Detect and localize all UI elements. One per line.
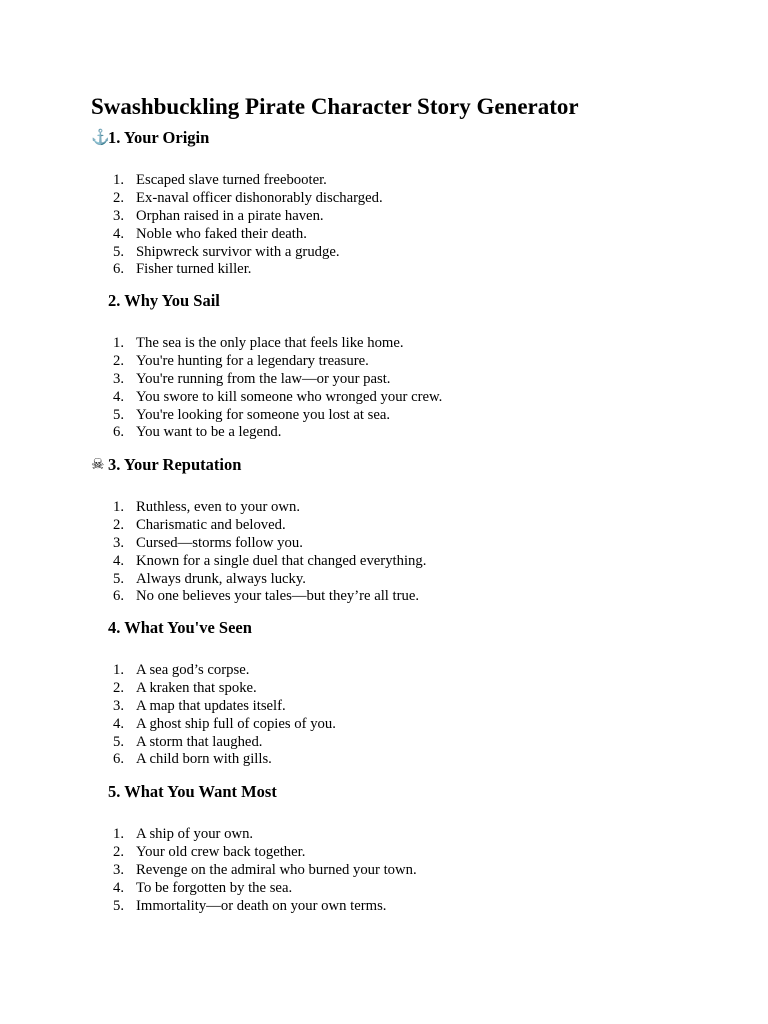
section-heading-text: 2. Why You Sail bbox=[108, 291, 220, 310]
list-item: 5. Shipwreck survivor with a grudge. bbox=[112, 243, 340, 260]
list-item: 6. A child born with gills. bbox=[112, 751, 272, 768]
list-item: 1. Ruthless, even to your own. bbox=[112, 499, 300, 515]
why-you-sail-list bbox=[0, 335, 768, 442]
list-item: 6. No one believes your tales—but they’re all true. bbox=[112, 588, 420, 605]
section-heading-text: 1. Your Origin bbox=[108, 128, 210, 147]
list-item: 5. Immortality—or death on your own terms. bbox=[112, 897, 387, 914]
reputation-list bbox=[0, 499, 768, 606]
what-youve-seen-list bbox=[0, 662, 768, 769]
list-item: 2. Your old crew back together. bbox=[112, 843, 306, 860]
page-title: Swashbuckling Pirate Character Story Generator bbox=[91, 94, 579, 119]
list-item: 1. Escaped slave turned freebooter. bbox=[112, 172, 327, 188]
list-item: 4. A ghost ship full of copies of you. bbox=[112, 715, 336, 732]
list-item: 2. Charismatic and beloved. bbox=[112, 516, 286, 533]
list-item: 3. Cursed—storms follow you. bbox=[112, 534, 303, 551]
list-item: 3. A map that updates itself. bbox=[112, 697, 286, 714]
list-item: 4. To be forgotten by the sea. bbox=[112, 879, 293, 896]
list-item: 3. Orphan raised in a pirate haven. bbox=[112, 207, 324, 224]
list-item: 3. Revenge on the admiral who burned your town. bbox=[112, 861, 417, 878]
list-item: 5. A storm that laughed. bbox=[112, 733, 263, 750]
list-item: 2. You're hunting for a legendary treasure. bbox=[112, 352, 369, 369]
list-item: 1. A sea god’s corpse. bbox=[112, 662, 250, 678]
section-heading-text: 4. What You've Seen bbox=[108, 618, 252, 637]
list-item: 4. Known for a single duel that changed everything. bbox=[112, 552, 427, 569]
what-you-want-most-list bbox=[0, 826, 768, 915]
list-item: 3. You're running from the law—or your past. bbox=[112, 370, 391, 387]
list-item: 2. A kraken that spoke. bbox=[112, 679, 257, 696]
list-item: 6. You want to be a legend. bbox=[112, 424, 282, 441]
list-item: 1. The sea is the only place that feels like home. bbox=[112, 335, 404, 351]
section-heading-text: 5. What You Want Most bbox=[108, 782, 277, 801]
section-heading-text: 3. Your Reputation bbox=[108, 455, 242, 474]
list-item: 5. Always drunk, always lucky. bbox=[112, 570, 306, 587]
list-item: 4. You swore to kill someone who wronged your crew. bbox=[112, 388, 443, 405]
list-item: 5. You're looking for someone you lost at sea. bbox=[112, 406, 391, 423]
list-item: 1. A ship of your own. bbox=[112, 826, 254, 842]
list-item: 2. Ex-naval officer dishonorably discharged. bbox=[112, 189, 383, 206]
skull-crossbones-icon: ☠ bbox=[91, 457, 105, 473]
list-item: 4. Noble who faked their death. bbox=[112, 225, 307, 242]
origin-list bbox=[0, 172, 768, 279]
anchor-icon: ⚓ bbox=[91, 130, 110, 146]
list-item: 6. Fisher turned killer. bbox=[112, 261, 252, 278]
